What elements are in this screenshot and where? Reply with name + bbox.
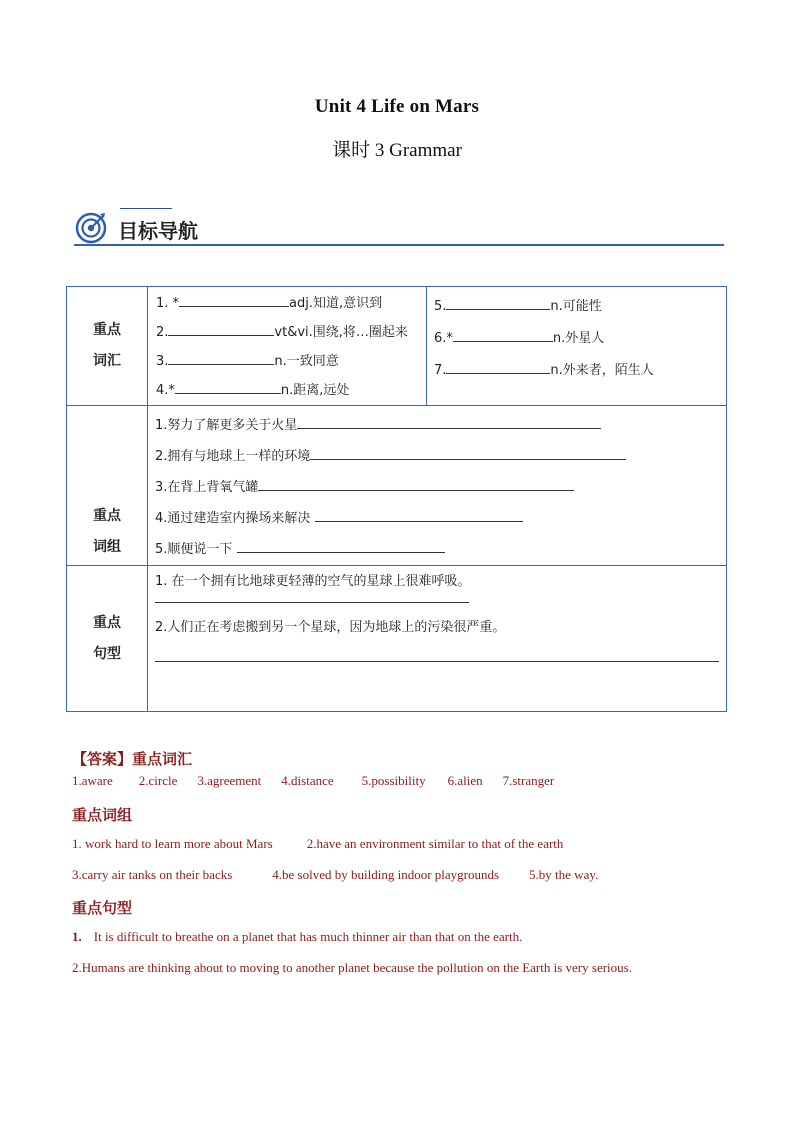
section-header bbox=[74, 206, 724, 250]
phrase-item-3: 3.在背上背氧气罐 bbox=[155, 472, 726, 503]
objectives-table bbox=[66, 286, 727, 712]
target-icon bbox=[74, 210, 108, 244]
section-header-label: 目标导航 bbox=[118, 219, 198, 243]
sentence-item-1: 1. 在一个拥有比地球更轻薄的空气的星球上很难呼吸。 bbox=[155, 574, 471, 589]
answer-vocab-heading: 重点词汇 bbox=[132, 750, 193, 768]
header-top-rule bbox=[120, 208, 172, 209]
vocab-item-4: 4.* n.距离,远处 bbox=[156, 383, 350, 398]
answer-sentence-2: 2.Humans are thinking about to moving to another planet because the pollution on the Earth is very serious. bbox=[72, 960, 632, 975]
header-underline bbox=[74, 244, 724, 246]
answer-heading bbox=[72, 748, 192, 769]
page-title: Unit 4 Life on Mars bbox=[314, 96, 480, 117]
answer-phrases-heading: 重点词组 bbox=[72, 806, 133, 824]
phrase-item-4: 4.通过建造室内操场来解决 bbox=[155, 503, 726, 534]
phrase-item-1: 1.努力了解更多关于火星 bbox=[155, 410, 726, 441]
vocab-item-1: 1. * adj.知道,意识到 bbox=[156, 296, 383, 311]
vocab-item-6: 6.* n.外星人 bbox=[434, 331, 605, 346]
answer-bracket-label: 【答案】 bbox=[72, 750, 133, 768]
vocab-item-3: 3. n.一致同意 bbox=[156, 354, 339, 369]
vocab-item-2: 2. vt&vi.围绕,将…圈起来 bbox=[156, 325, 408, 340]
answer-vocab-list: 1.aware 2.circle 3.agreement 4.distance 5.possibility 6.alien 7.stranger bbox=[72, 773, 555, 788]
vocab-category: 重点 词汇 bbox=[67, 287, 148, 406]
answer-sentences-heading: 重点句型 bbox=[72, 899, 133, 917]
sentence-blank-1 bbox=[155, 592, 726, 614]
phrases-row bbox=[67, 406, 727, 566]
vocab-item-7: 7. n.外来者，陌生人 bbox=[434, 363, 654, 378]
sentence-item-2: 2.人们正在考虑搬到另一个星球，因为地球上的污染很严重。 bbox=[155, 620, 506, 635]
phrases-cell bbox=[148, 406, 727, 566]
sentences-row bbox=[67, 566, 727, 712]
sentences-category: 重点 句型 bbox=[67, 566, 148, 712]
vocab-row bbox=[67, 287, 727, 406]
sentences-cell bbox=[148, 566, 727, 712]
vocab-item-5: 5. n.可能性 bbox=[434, 299, 602, 314]
page-subtitle: 课时 3 Grammar bbox=[332, 140, 462, 161]
phrases-category: 重点 词组 bbox=[67, 406, 148, 566]
answer-phrases-line-2: 3.carry air tanks on their backs 4.be solved by building indoor playgrounds 5.by the way. bbox=[72, 867, 599, 882]
vocab-right-cell bbox=[427, 287, 727, 406]
answer-phrases-line-1: 1. work hard to learn more about Mars 2.have an environment similar to that of the earth bbox=[72, 836, 564, 851]
phrase-item-2: 2.拥有与地球上一样的环境 bbox=[155, 441, 726, 472]
phrase-item-5: 5.顺便说一下 bbox=[155, 534, 726, 565]
sentence-blank-2 bbox=[155, 638, 726, 676]
answer-sentence-1: 1. It is difficult to breathe on a planet that has much thinner air than that on the earth. bbox=[72, 929, 523, 944]
vocab-left-cell bbox=[148, 287, 427, 406]
